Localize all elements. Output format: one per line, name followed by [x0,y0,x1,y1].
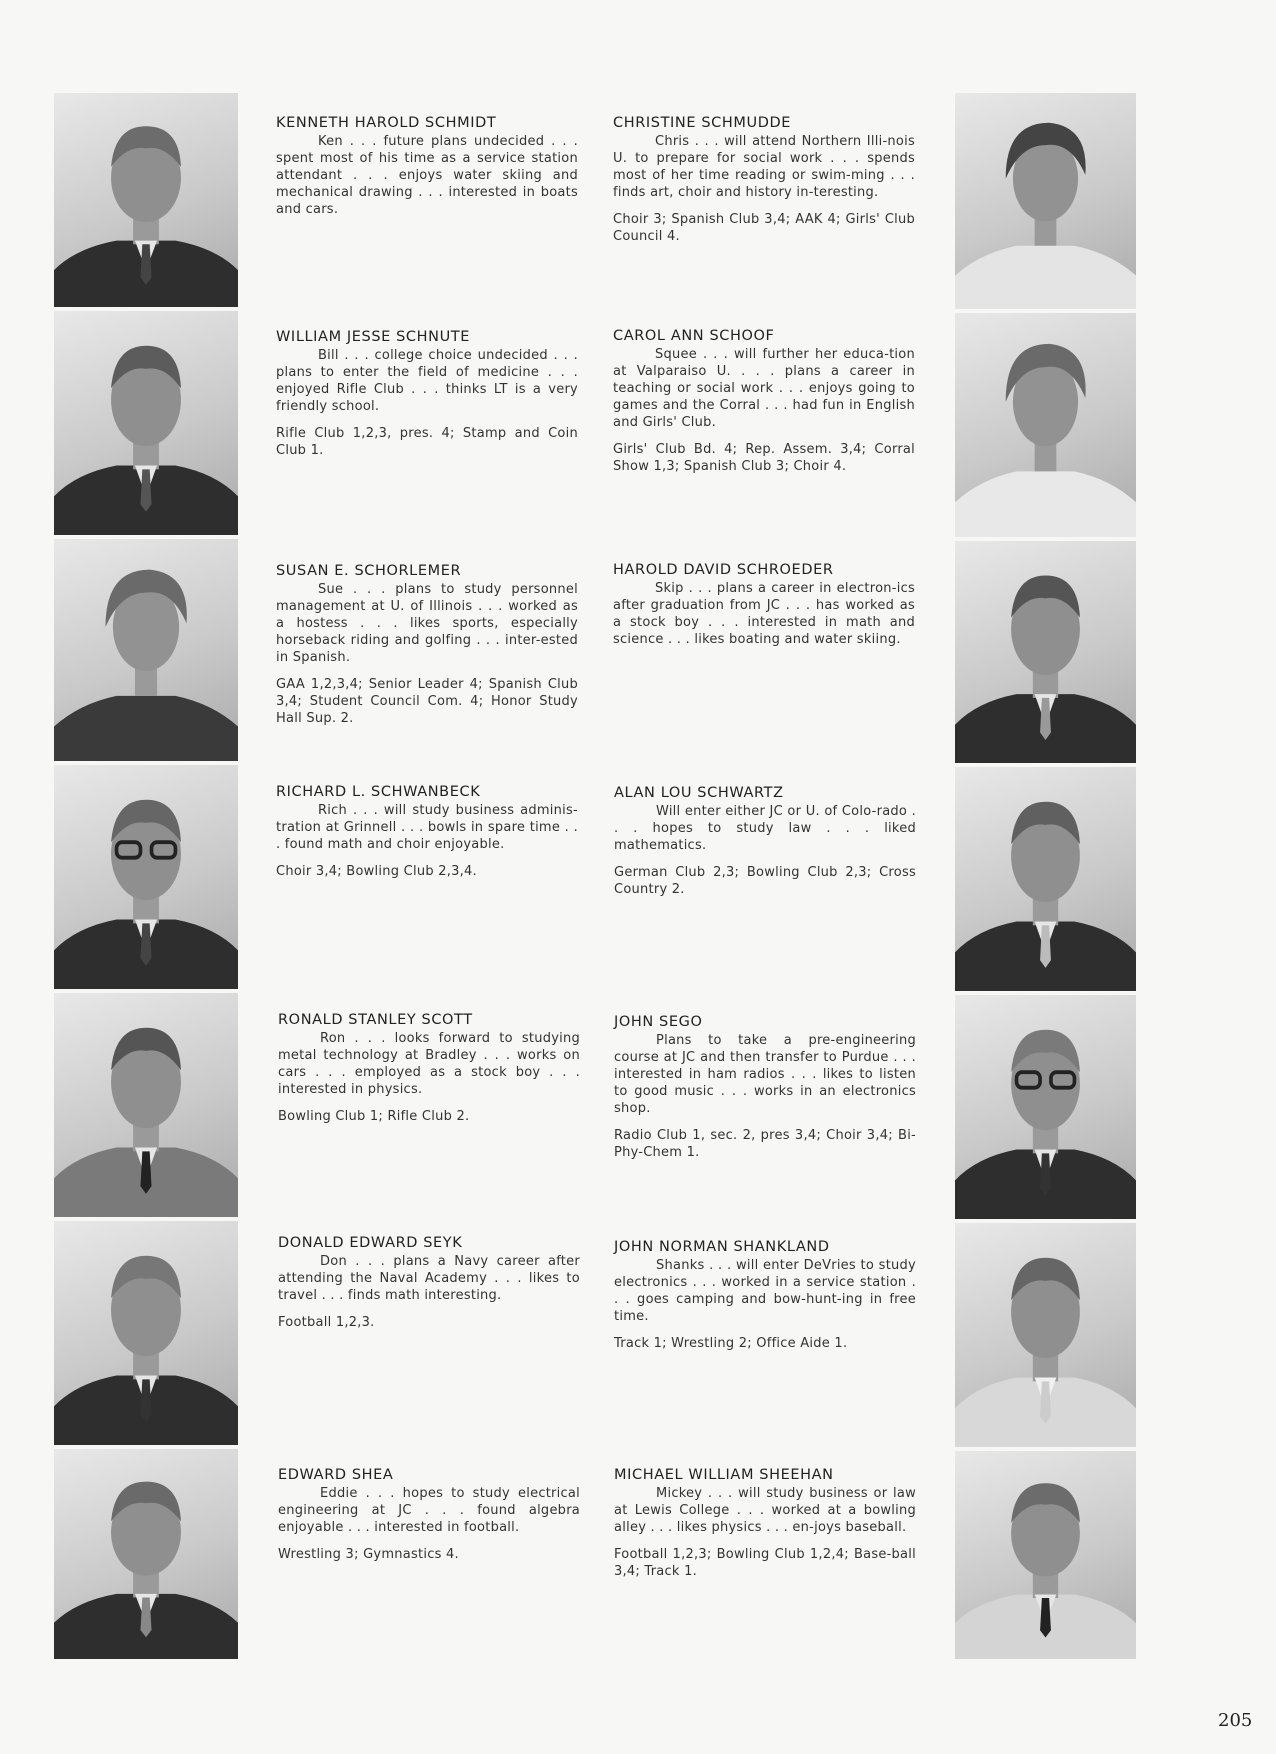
student-name: MICHAEL WILLIAM SHEEHAN [614,1467,834,1483]
student-entry [276,115,578,218]
student-bio: Eddie . . . hopes to study electrical engineering at JC . . . found algebra enjoyable . . . interested in football. [278,1486,580,1535]
student-bio: Shanks . . . will enter DeVries to study electronics . . . worked in a service station . . . goes camping and bow-hunt-ing in free time. [614,1258,916,1324]
student-name: CAROL ANN SCHOOF [613,328,775,344]
student-activities: German Club 2,3; Bowling Club 2,3; Cross Country 2. [614,865,916,897]
student-name: SUSAN E. SCHORLEMER [276,563,462,579]
student-entry [278,1012,580,1125]
portrait-photo [955,93,1136,309]
student-bio: Squee . . . will further her educa-tion at Valparaiso U. . . . plans a career in teaching or social work . . . enjoys going to games and the Corral . . . had fun in English and Girls' Club. [613,347,915,430]
student-entry [614,1014,916,1161]
student-name: JOHN SEGO [614,1014,703,1030]
student-name: RICHARD L. SCHWANBECK [276,784,481,800]
student-name: EDWARD SHEA [278,1467,394,1483]
student-activities: Football 1,2,3; Bowling Club 1,2,4; Base-ball 3,4; Track 1. [614,1547,916,1579]
portrait-photo [54,539,238,761]
portrait-photo [54,765,238,989]
student-activities: Radio Club 1, sec. 2, pres 3,4; Choir 3,4; Bi-Phy-Chem 1. [614,1128,916,1160]
portrait-photo [54,1221,238,1445]
portrait-photo [955,313,1136,537]
student-activities: Choir 3; Spanish Club 3,4; AAK 4; Girls' Club Council 4. [613,212,915,244]
portrait-photo [955,541,1136,763]
portrait-photo [955,995,1136,1219]
student-entry [276,784,578,880]
student-bio: Plans to take a pre-engineering course at JC and then transfer to Purdue . . . interested in ham radios . . . likes to listen to good music . . . works in an electronics shop. [614,1033,916,1116]
portrait-photo [955,1451,1136,1659]
student-entry [614,1467,916,1580]
student-name: WILLIAM JESSE SCHNUTE [276,329,471,345]
student-name: ALAN LOU SCHWARTZ [614,785,784,801]
student-name: CHRISTINE SCHMUDDE [613,115,791,131]
student-activities: GAA 1,2,3,4; Senior Leader 4; Spanish Club 3,4; Student Council Com. 4; Honor Study Hall Sup. 2. [276,677,578,726]
student-name: JOHN NORMAN SHANKLAND [614,1239,830,1255]
student-activities: Bowling Club 1; Rifle Club 2. [278,1109,470,1124]
student-activities: Rifle Club 1,2,3, pres. 4; Stamp and Coin Club 1. [276,426,578,458]
student-activities: Wrestling 3; Gymnastics 4. [278,1547,459,1562]
student-activities: Track 1; Wrestling 2; Office Aide 1. [614,1336,848,1351]
student-entry [276,563,578,727]
student-bio: Mickey . . . will study business or law at Lewis College . . . worked at a bowling alley . . . likes physics . . . en-joys baseball. [614,1486,916,1535]
student-bio: Ron . . . looks forward to studying metal technology at Bradley . . . works on cars . . . employed as a stock boy . . . interested in physics. [278,1031,580,1097]
page-number: 205 [1218,1710,1253,1731]
student-entry [613,328,915,475]
portrait-photo [54,311,238,535]
student-bio: Sue . . . plans to study personnel management at U. of Illinois . . . worked as a hostess . . . likes sports, especially horseback riding and golfing . . . inter-ested in Spanish. [276,582,578,665]
student-bio: Don . . . plans a Navy career after attending the Naval Academy . . . likes to travel . . . finds math interesting. [278,1254,580,1303]
student-entry [614,1239,916,1352]
portrait-photo [955,767,1136,991]
student-entry [278,1235,580,1331]
student-bio: Skip . . . plans a career in electron-ics after graduation from JC . . . has worked as a stock boy . . . interested in math and science . . . likes boating and water skiing. [613,581,915,647]
portrait-photo [54,993,238,1217]
student-bio: Will enter either JC or U. of Colo-rado . . . hopes to study law . . . liked mathematics. [614,804,916,853]
student-name: DONALD EDWARD SEYK [278,1235,463,1251]
student-entry [613,115,915,245]
student-entry [276,329,578,459]
portrait-photo [54,93,238,307]
portrait-photo [955,1223,1136,1447]
student-activities: Football 1,2,3. [278,1315,375,1330]
student-activities: Choir 3,4; Bowling Club 2,3,4. [276,864,477,879]
student-bio: Rich . . . will study business adminis-tration at Grinnell . . . bowls in spare time . . . found math and choir enjoyable. [276,803,578,852]
student-name: RONALD STANLEY SCOTT [278,1012,473,1028]
student-name: KENNETH HAROLD SCHMIDT [276,115,497,131]
student-entry [613,562,915,648]
student-name: HAROLD DAVID SCHROEDER [613,562,834,578]
student-entry [278,1467,580,1563]
student-activities: Girls' Club Bd. 4; Rep. Assem. 3,4; Corral Show 1,3; Spanish Club 3; Choir 4. [613,442,915,474]
student-bio: Bill . . . college choice undecided . . . plans to enter the field of medicine . . . enjoyed Rifle Club . . . thinks LT is a very friendly school. [276,348,578,414]
student-entry [614,785,916,898]
student-bio: Ken . . . future plans undecided . . . spent most of his time as a service station attendant . . . enjoys water skiing and mechanical drawing . . . interested in boats and cars. [276,134,578,217]
student-bio: Chris . . . will attend Northern Illi-nois U. to prepare for social work . . . spends most of her time reading or swim-ming . . . finds art, choir and history in-teresting. [613,134,915,200]
portrait-photo [54,1449,238,1659]
